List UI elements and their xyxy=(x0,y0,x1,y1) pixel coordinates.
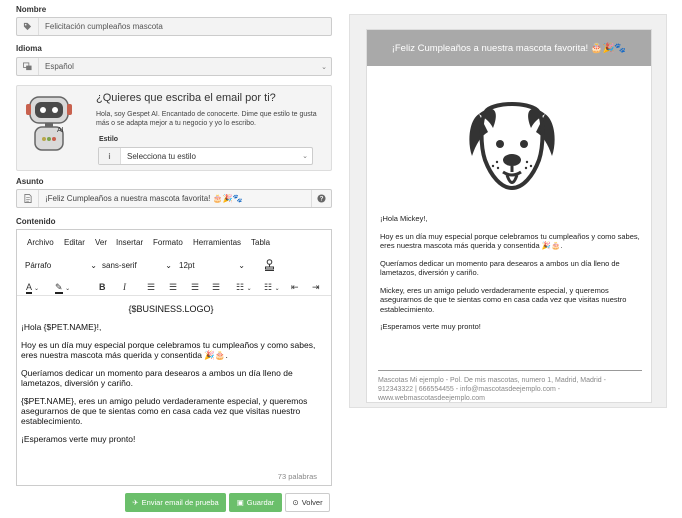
estilo-value: Selecciona tu estilo xyxy=(127,151,196,161)
preview-paragraph-4: ¡Esperamos verte muy pronto! xyxy=(380,322,481,331)
stamp-icon[interactable] xyxy=(264,259,275,273)
align-right-icon[interactable]: ☰ xyxy=(191,282,200,292)
send-test-email-button[interactable] xyxy=(125,493,226,512)
preview-greeting: ¡Hola Mickey!, xyxy=(380,214,428,223)
align-justify-icon[interactable]: ☰ xyxy=(212,282,221,292)
help-icon[interactable] xyxy=(311,190,331,207)
font-family-select[interactable] xyxy=(102,261,172,270)
outdent-icon[interactable]: ⇤ xyxy=(291,282,299,292)
save-button[interactable] xyxy=(229,493,282,512)
document-icon xyxy=(17,190,39,207)
email-preview-panel xyxy=(349,14,667,408)
nombre-input[interactable] xyxy=(16,17,332,36)
robot-ai-badge: AI xyxy=(57,127,64,134)
editor-paragraph-1: Hoy es un día muy especial porque celebramos tu cumpleaños y como sabes, eres nuestra mascota más querida y consentida 🎉🎂. xyxy=(21,340,316,360)
numbered-list-icon[interactable]: ☷ ⌄ xyxy=(264,282,280,292)
menu-archivo[interactable]: Archivo xyxy=(27,238,54,247)
send-test-label: Enviar email de prueba xyxy=(141,498,219,507)
dog-logo-icon xyxy=(467,98,557,208)
nombre-value: Felicitación cumpleaños mascota xyxy=(45,22,163,31)
chevron-down-icon: ⌄ xyxy=(302,153,308,160)
idioma-value: Español xyxy=(45,62,74,71)
bold-icon[interactable]: B xyxy=(99,282,106,292)
estilo-label: Estilo xyxy=(99,136,119,143)
font-family-value: sans-serif xyxy=(102,261,137,270)
save-label: Guardar xyxy=(246,498,275,507)
robot-icon xyxy=(26,94,72,152)
svg-text:?: ? xyxy=(319,195,324,203)
italic-icon[interactable]: I xyxy=(123,282,126,292)
editor-greeting: ¡Hola {$PET.NAME}!, xyxy=(21,322,102,332)
menu-formato[interactable]: Formato xyxy=(153,238,183,247)
chevron-down-icon: ⌄ xyxy=(321,63,327,71)
estilo-select[interactable] xyxy=(98,147,313,165)
asunto-value: ¡Feliz Cumpleaños a nuestra mascota favorita! 🎂🎉🐾 xyxy=(45,194,243,203)
idioma-select[interactable] xyxy=(16,57,332,76)
info-icon: i xyxy=(99,148,121,164)
back-label: Volver xyxy=(301,498,323,507)
editor-paragraph-3: {$PET.NAME}, eres un amigo peludo verdaderamente especial, y queremos asegurarnos de que te sientas como en casa cada vez que visitas nuestro establecimiento. xyxy=(21,396,308,426)
save-icon: ▣ xyxy=(236,498,244,507)
preview-paragraph-3: Mickey, eres un amigo peludo verdaderamente especial, y queremos asegurarnos de que te sientas como en casa cada vez que visitas nuestro establecimiento. xyxy=(380,285,627,314)
preview-body xyxy=(380,214,646,340)
tag-icon xyxy=(17,18,39,35)
editor-paragraph-2: Queríamos dedicar un momento para desearos a ambos un día lleno de lametazos, diversión y cariño. xyxy=(21,368,293,388)
preview-footer: Mascotas Mi ejemplo - Pol. De mis mascotas, numero 1, Madrid, Madrid - 912343322 | 666554455 - info@mascotasdeejemplo.com - www.webmascotasdeejemplo.com xyxy=(378,370,642,403)
language-icon xyxy=(17,58,39,75)
word-count: 73 palabras xyxy=(277,472,317,481)
contenido-label: Contenido xyxy=(16,217,56,226)
chevron-down-icon: ⌄ xyxy=(165,261,172,270)
email-preview-card xyxy=(366,29,652,403)
block-format-select[interactable] xyxy=(25,261,97,270)
editor-paragraph-4: ¡Esperamos verte muy pronto! xyxy=(21,434,136,444)
back-arrow-icon: ⊙ xyxy=(292,498,299,507)
send-icon: ✈ xyxy=(132,498,139,507)
ai-description: Hola, soy Gespet AI. Encantado de conocerte. Dime que estilo te gusta más o se adapta mejor a tu negocio y yo lo escribo. xyxy=(96,111,317,127)
bullet-list-icon[interactable]: ☷ ⌄ xyxy=(236,282,252,292)
nombre-label: Nombre xyxy=(16,5,47,14)
editor-content[interactable] xyxy=(21,304,321,452)
align-center-icon[interactable]: ☰ xyxy=(169,282,178,292)
back-button[interactable] xyxy=(285,493,330,512)
chevron-down-icon: ⌄ xyxy=(238,261,245,270)
chevron-down-icon: ⌄ xyxy=(90,261,97,270)
menu-ver[interactable]: Ver xyxy=(95,238,108,247)
highlight-icon[interactable]: ✎ ⌄ xyxy=(55,282,71,292)
menu-herramientas[interactable]: Herramientas xyxy=(193,238,242,247)
business-logo-placeholder: {$BUSINESS.LOGO} xyxy=(128,304,214,314)
menu-insertar[interactable]: Insertar xyxy=(116,238,144,247)
font-size-select[interactable] xyxy=(179,261,245,270)
ai-title: ¿Quieres que escriba el email por ti? xyxy=(96,92,276,104)
preview-paragraph-1: Hoy es un día muy especial porque celebramos tu cumpleaños y como sabes, eres nuestra mascota más querida y consentida 🎉🎂. xyxy=(380,231,640,250)
asunto-input[interactable] xyxy=(16,189,332,208)
rich-text-editor[interactable] xyxy=(16,229,332,486)
menu-editar[interactable]: Editar xyxy=(64,238,85,247)
block-format-value: Párrafo xyxy=(25,261,52,270)
editor-style-toolbar xyxy=(17,280,331,296)
font-size-value: 12pt xyxy=(179,261,195,270)
indent-icon[interactable]: ⇥ xyxy=(312,282,320,292)
text-color-icon[interactable]: A ⌄ xyxy=(26,282,40,292)
asunto-label: Asunto xyxy=(16,177,44,186)
preview-paragraph-2: Queríamos dedicar un momento para desearos a ambos un día lleno de lametazos, diversión y cariño. xyxy=(380,258,620,277)
idioma-label: Idioma xyxy=(16,44,42,53)
preview-header: ¡Feliz Cumpleaños a nuestra mascota favorita! 🎂🎉🐾 xyxy=(367,30,651,66)
menu-tabla[interactable]: Tabla xyxy=(251,238,271,247)
align-left-icon[interactable]: ☰ xyxy=(147,282,156,292)
editor-format-toolbar xyxy=(17,258,331,276)
